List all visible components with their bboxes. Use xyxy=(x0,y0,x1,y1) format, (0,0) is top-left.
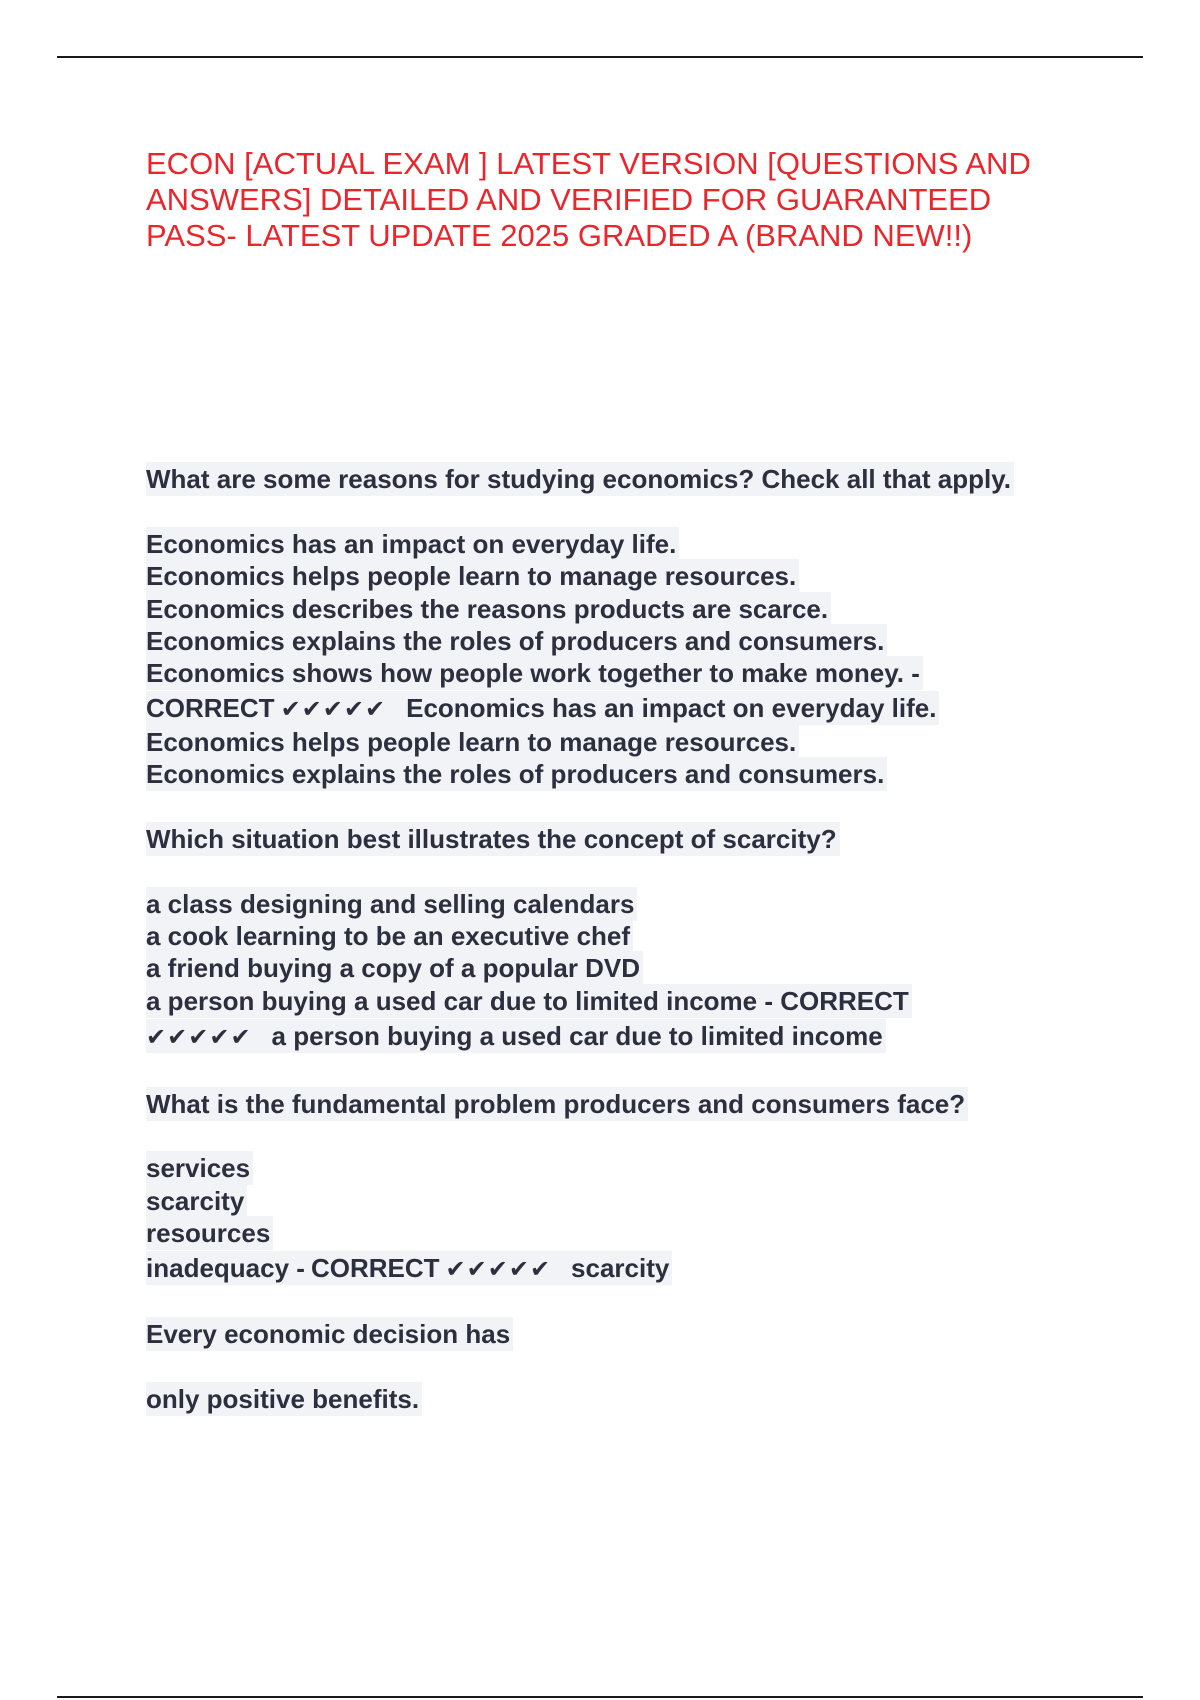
q4-option: only positive benefits. xyxy=(146,1383,1146,1415)
q1-option: Economics helps people learn to manage resources. xyxy=(146,560,1146,592)
q3-option: scarcity xyxy=(146,1185,1146,1217)
footer-rule xyxy=(57,1696,1143,1698)
q3-option: inadequacy - xyxy=(146,1252,305,1283)
q1-option: Economics explains the roles of producers and consumers. xyxy=(146,625,1146,657)
q1-answer: Economics explains the roles of producers and consumers. xyxy=(146,758,1146,790)
correct-label: CORRECT xyxy=(146,692,275,723)
question-2: Which situation best illustrates the concept of scarcity? xyxy=(146,823,1146,855)
question-list xyxy=(146,463,1146,1415)
q1-option: Economics describes the reasons products are scarce. xyxy=(146,593,1146,625)
title-line: PASS- LATEST UPDATE 2025 GRADED A (BRAND NEW!!) xyxy=(146,218,973,253)
q2-option: a cook learning to be an executive chef xyxy=(146,920,1146,952)
question-1: What are some reasons for studying economics? Check all that apply. xyxy=(146,463,1146,495)
q3-answer-line xyxy=(146,1250,1146,1286)
header-rule xyxy=(57,56,1143,58)
q1-answer: Economics helps people learn to manage resources. xyxy=(146,726,1146,758)
document-title xyxy=(146,146,1096,254)
checkmarks-icon: ✔✔✔✔✔ xyxy=(280,694,387,723)
q2-answer: a person buying a used car due to limited income xyxy=(271,1021,883,1052)
q1-answer: Economics has an impact on everyday life. xyxy=(406,692,937,723)
q3-answer: scarcity xyxy=(571,1252,670,1283)
question-3: What is the fundamental problem producers and consumers face? xyxy=(146,1088,1146,1120)
title-line: ANSWERS] DETAILED AND VERIFIED FOR GUARANTEED xyxy=(146,182,992,217)
title-line: ECON [ACTUAL EXAM ] LATEST VERSION [QUESTIONS AND xyxy=(146,146,1031,181)
q2-option: a class designing and selling calendars xyxy=(146,888,1146,920)
q1-option: Economics has an impact on everyday life. xyxy=(146,528,1146,560)
correct-label: CORRECT xyxy=(310,1252,440,1283)
q3-option: services xyxy=(146,1152,1146,1184)
q2-option: a friend buying a copy of a popular DVD xyxy=(146,952,1146,984)
checkmarks-icon: ✔✔✔✔✔ xyxy=(445,1254,552,1283)
question-4: Every economic decision has xyxy=(146,1318,1146,1350)
q3-option: resources xyxy=(146,1217,1146,1249)
q2-answer-line xyxy=(146,1017,1146,1055)
q2-option: a person buying a used car due to limited income - CORRECT xyxy=(146,985,1146,1017)
q1-option: Economics shows how people work together to make money. - xyxy=(146,657,1146,689)
q1-answer-line xyxy=(146,690,1146,726)
checkmarks-icon: ✔✔✔✔✔ xyxy=(146,1023,252,1052)
